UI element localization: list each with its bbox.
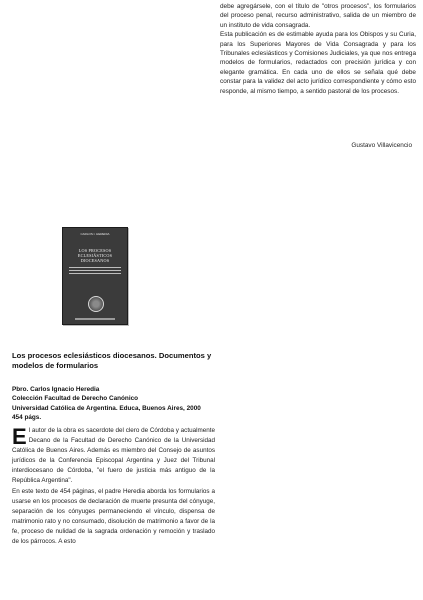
body-paragraph: [12, 426, 215, 487]
cover-footer-bar: [75, 318, 115, 320]
book-credits: [12, 385, 212, 423]
continuation-paragraph: Esta publicación es de estimable ayuda para los Obispos y su Curia, para los Superiores Mayores de Vida Consagrada y para los Tribunales eclesiásticos y Comisiones Judiciales, ya que nos entrega modelos de formularios, redactados con precisión jurídica y con elegante gramática. En cada uno de ellos se señala qué debe constar para la validez del acto jurídico correspondiente y cómo esto responde, al mismo tiempo, a sentido pastoral de los procesos.: [220, 31, 416, 95]
review-body: [12, 426, 215, 547]
credit-line: Universidad Católica de Argentina. Educa, Buenos Aires, 2000: [12, 404, 201, 412]
credit-line: Colección Facultad de Derecho Canónico: [12, 395, 139, 403]
cover-seal-icon: [88, 296, 104, 312]
body-paragraph: En este texto de 454 páginas, el padre Heredia aborda los formularios a usarse en los procesos de declaración de muerte presunta del cónyuge, separación de los cónyuges permaneciendo el vínculo, dispensa de matrimonio rato y no consumado, disolución de matrimonio a favor de la fe, proceso de nulidad de la sagrada ordenación y remoción y traslado de los párrocos. A esto: [12, 487, 215, 546]
cover-subtitle-lines: [69, 265, 121, 275]
credit-line: 454 págs.: [12, 414, 42, 422]
cover-title: LOS PROCESOS ECLESIÁSTICOS DIOCESANOS: [77, 248, 113, 263]
book-title: Los procesos eclesiásticos diocesanos. Documentos y modelos de formularios: [12, 351, 212, 370]
cover-author: CARLOS I. HEREDIA: [80, 232, 110, 236]
paragraph-text: l autor de la obra es sacerdote del clero de Córdoba y actualmente Decano de la Facultad de Derecho Canónico de la Universidad Católica de Buenos Aires. Además es miembro del Consejo de asuntos jurídicos de la Conferencia Episcopal Argentina y Juez del Tribunal interdiocesano de Córdoba, "el fuero de justicia más antiguo de la República Argentina".: [12, 427, 215, 485]
review-continuation: [220, 2, 416, 96]
credit-line: Pbro. Carlos Ignacio Heredia: [12, 386, 100, 393]
reviewer-signature: Gustavo Villavicencio: [351, 142, 412, 149]
book-cover-image: [62, 227, 128, 325]
continuation-paragraph: debe agregársele, con el título de "otros procesos", los formularios del proceso penal, recurso administrativo, salida de un miembro de un instituto de vida consagrada.: [220, 3, 416, 29]
drop-cap: E: [12, 424, 27, 449]
